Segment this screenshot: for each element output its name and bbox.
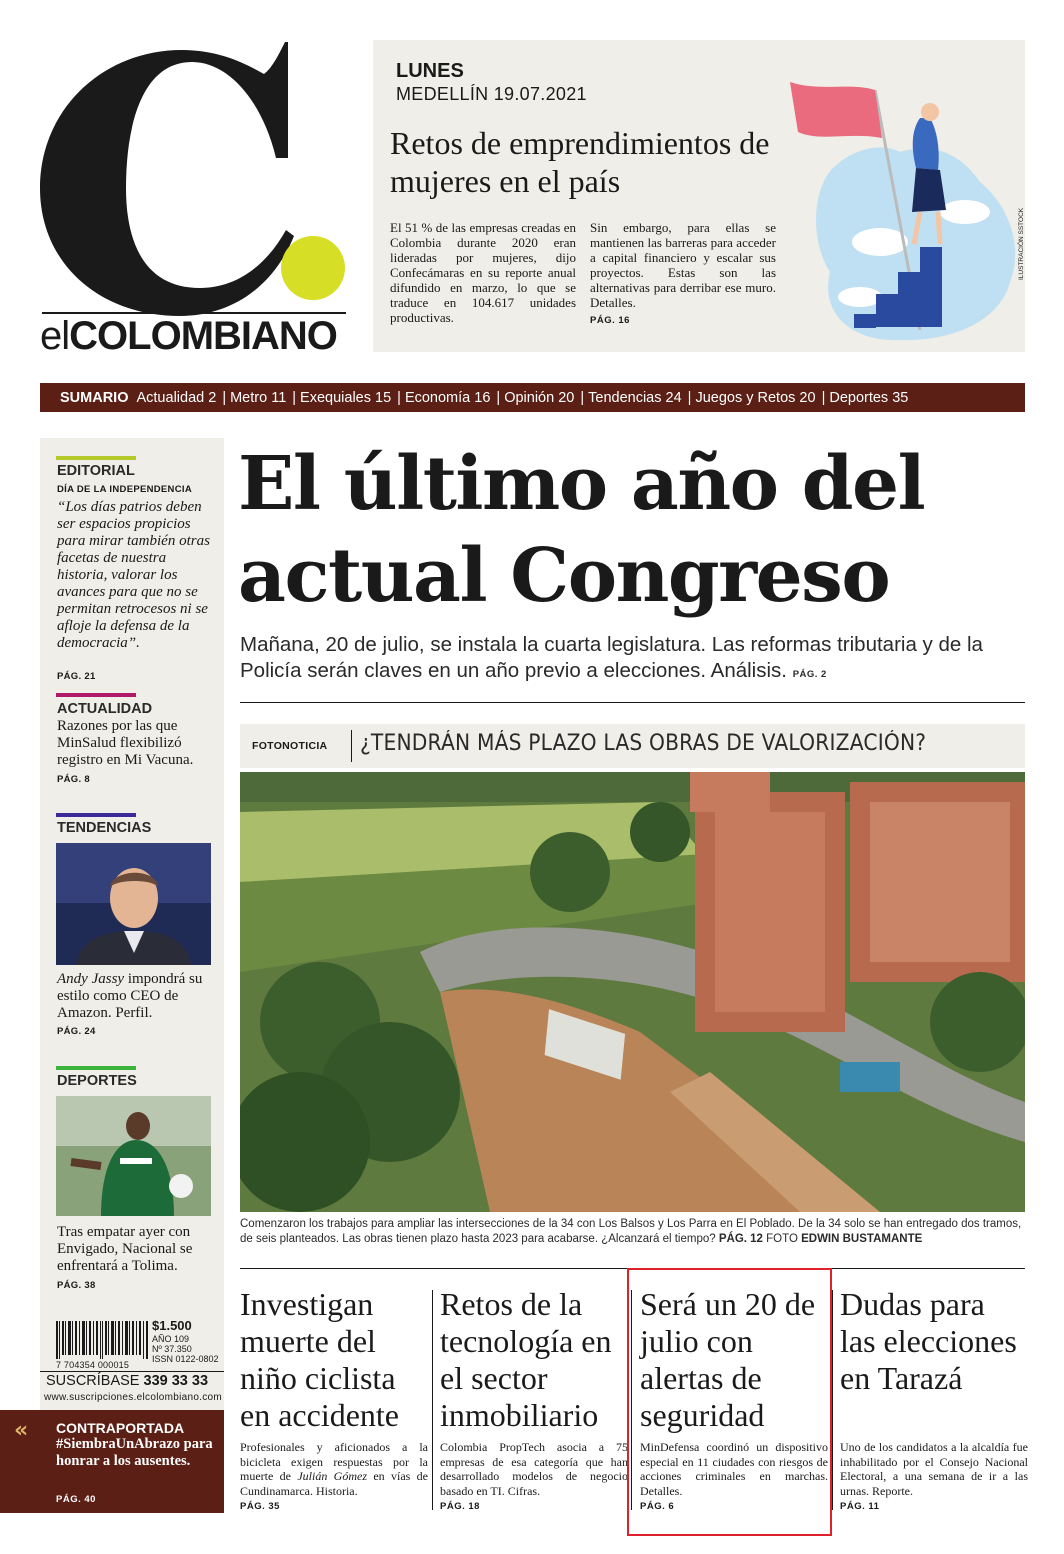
story-headline: Retos de la tecnología en el sector inmobiliario [440,1286,612,1433]
actualidad-title[interactable]: ACTUALIDAD [57,701,153,717]
actualidad-color-bar [56,693,136,697]
top-story-page: PÁG. 16 [590,315,630,326]
day-label: LUNES [396,60,464,82]
story-body: Uno de los candidatos a la alcaldía fue inhabilitado por el Consejo Nacional Electoral, a una semana de ir a las urnas. Reporte. PÁG. 11 [840,1440,1028,1512]
deportes-page: PÁG. 38 [57,1280,96,1291]
subscribe-url[interactable]: www.suscripciones.elcolombiano.com [44,1392,223,1403]
actualidad-text: Razones por las que MinSalud flexibilizó registro en Mi Vacuna. [57,718,194,768]
woman-flag-illustration [790,72,1025,350]
sumario-item-actualidad[interactable]: Actualidad 2 [136,389,217,406]
sumario-item-economia[interactable]: Economía 16 [404,389,491,406]
barcode-icon [56,1321,148,1359]
price: $1.500 [152,1318,192,1333]
main-page: PÁG. 2 [792,669,827,680]
main-deck: Mañana, 20 de julio, se instala la cuarta legislatura. Las reformas tributaria y de la Policía serán claves en un año previo a elecciones. Análisis. PÁG. 2 [240,633,983,682]
story-headline: Será un 20 de julio con alertas de seguridad [640,1286,816,1433]
top-story-headline[interactable]: Retos de emprendimientos de mujeres en el país [390,125,770,199]
story-headline: Investigan muerte del niño ciclista en accidente [240,1286,399,1433]
aerial-construction-photo[interactable] [240,772,1025,1212]
sumario-item-exequiales[interactable]: Exequiales 15 [300,389,392,406]
editorial-title[interactable]: EDITORIAL [57,463,135,479]
deportes-text: Tras empatar ayer con Envigado, Nacional se enfrentará a Tolima. [57,1224,193,1274]
photo-caption: Comenzaron los trabajos para ampliar las intersecciones de la 34 con Los Balsos y Los Parra en El Poblado. De la 34 solo se han entregado dos tramos, de seis planteados. Las obras tienen plazo hasta 2023 para acabarse. ¿Alcanzará el tiempo? PÁG. 12 FOTO EDWIN BUSTAMANTE [240,1218,1022,1245]
subscribe-rule-top [40,1371,224,1372]
tendencias-text: Andy Jassy impondrá su estilo como CEO de Amazon. Perfil. [57,971,203,1021]
sumario-item-opinion[interactable]: Opinión 20 [504,389,575,406]
illustration-credit: ILUSTRACIÓN SSTOCK [1018,207,1025,280]
double-chevron-icon: « [14,1418,29,1443]
actualidad-page: PÁG. 8 [57,774,90,785]
story-taraza[interactable] [840,1286,1028,1512]
editorial-subtitle: DÍA DE LA INDEPENDENCIA [57,484,192,495]
logo-dot [281,236,345,300]
fotonoticia-divider [351,730,352,762]
subscribe-line[interactable]: SUSCRÍBASE 339 33 33 [46,1373,209,1389]
contraportada-text: #SiembraUnAbrazo para honrar a los ausentes. [56,1436,213,1469]
issue-info: AÑO 109 Nº 37.350 ISSN 0122-0802 [152,1334,219,1364]
editorial-color-bar [56,456,136,460]
main-rule [240,702,1025,703]
logo-c-mark [40,20,360,320]
fotonoticia-headline[interactable]: ¿TENDRÁN MÁS PLAZO LAS OBRAS DE VALORIZACIÓN? [360,731,927,756]
main-headline[interactable]: El último año del actual Congreso [238,441,925,619]
top-story-col-1: El 51 % de las empresas creadas en Colombia durante 2020 eran lideradas por mujeres, dijo Confecámaras en su reporte anual difundido en marzo, lo que se traduce en 104.617 unidades productivas. [390,220,576,325]
nacional-player-photo[interactable] [56,1096,211,1216]
fotonoticia-label: FOTONOTICIA [252,740,328,752]
tendencias-page: PÁG. 24 [57,1026,96,1037]
top-story-col-2: Sin embargo, para ellas se mantienen las barreras para acceder a capital financiero y escalar sus proyectos. Estas son las alternativas para derribar ese muro. Detalles. PÁG. 16 [590,220,776,326]
contraportada-title: CONTRAPORTADA [56,1420,185,1436]
deportes-title[interactable]: DEPORTES [57,1073,137,1089]
dateline: MEDELLÍN 19.07.2021 [396,84,587,104]
barcode-number: 7 704354 000015 [56,1360,130,1370]
story-headline: Dudas para las elecciones en Tarazá [840,1286,1017,1396]
story-body: MinDefensa coordinó un dispositivo especial en 11 ciudades con riesgos de acciones criminales en marchas. Detalles. PÁG. 6 [640,1440,828,1512]
barcode-block [56,1318,224,1370]
sumario-item-juegos[interactable]: Juegos y Retos 20 [695,389,816,406]
sumario-item-tendencias[interactable]: Tendencias 24 [588,389,682,406]
editorial-page: PÁG. 21 [57,671,96,682]
story-ciclista[interactable] [240,1286,428,1512]
contraportada-box[interactable] [0,1410,224,1513]
story-body: Colombia PropTech asocia a 75 empresas de esa categoría que han desarrollado modelos de negocio basado en TI. Cifras. PÁG. 18 [440,1440,628,1512]
story-inmobiliario[interactable] [440,1286,628,1512]
tendencias-title[interactable]: TENDENCIAS [57,820,152,836]
tendencias-color-bar [56,813,136,817]
sumario-label: SUMARIO [60,389,129,406]
andy-jassy-photo[interactable] [56,843,211,965]
deportes-color-bar [56,1066,136,1070]
sumario-item-metro[interactable]: Metro 11 [230,389,287,406]
sumario-item-deportes[interactable]: Deportes 35 [829,389,909,406]
contraportada-page: PÁG. 40 [56,1494,96,1505]
sumario-bar: SUMARIO Actualidad 2 | Metro 11 | Exequiales 15 | Economía 16 | Opinión 20 | Tendencias 24 | Juegos y Retos 20 | Deportes 35 [40,383,1025,412]
highlight-box [627,1268,832,1536]
editorial-quote: “Los días patrios deben ser espacios propicios para mirar también otras facetas de nuestra historia, valorar los avances para que no se permitan retrocesos ni se afloje la defensa de la democracia”. [57,499,210,651]
column-divider-1 [432,1290,433,1510]
story-body: Profesionales y aficionados a la bicicleta exigen respuestas por la muerte de Julián Gómez en vías de Cundinamarca. Historia. PÁG. 35 [240,1440,428,1512]
logo-wordmark: elCOLOMBIANO [40,314,337,358]
column-divider-3 [832,1290,833,1510]
